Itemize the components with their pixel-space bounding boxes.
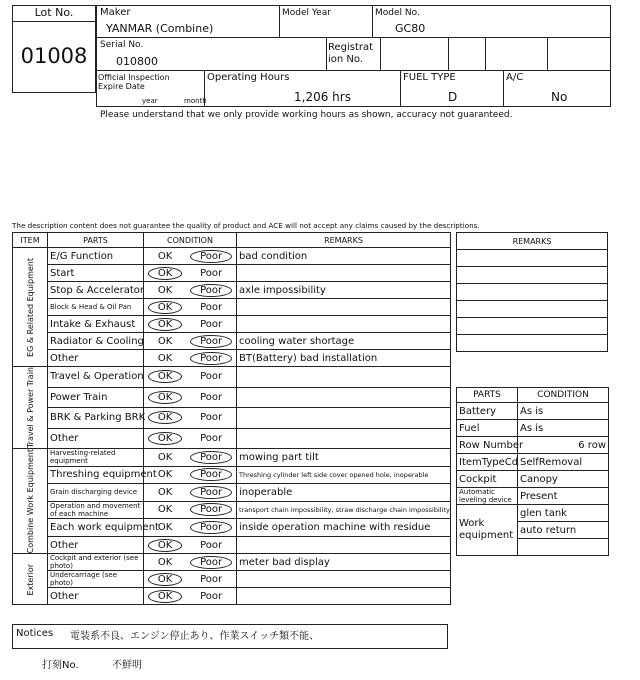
ok-option: OK bbox=[157, 504, 173, 516]
condition-cell bbox=[144, 484, 237, 502]
condition-cell bbox=[144, 536, 237, 554]
table-row bbox=[13, 265, 451, 282]
poor-option: Poor bbox=[190, 250, 232, 263]
table-row bbox=[13, 428, 451, 449]
side-row bbox=[457, 420, 609, 437]
side-row bbox=[457, 488, 609, 505]
condition-cell bbox=[144, 299, 237, 316]
table-row bbox=[13, 408, 451, 429]
description-notice: The description content does not guarantee the quality of product and ACE will not accept any claims caused by the descriptions. bbox=[12, 221, 480, 230]
item-group-label: EG & Related Equipment bbox=[13, 248, 48, 367]
condition-cell bbox=[144, 316, 237, 333]
condition-header: CONDITION bbox=[144, 233, 237, 248]
ok-option: OK bbox=[157, 451, 173, 463]
ok-option: OK bbox=[148, 590, 182, 603]
side-value: As is bbox=[518, 420, 609, 437]
condition-cell bbox=[144, 367, 237, 388]
auto-leveling-label: Automatic leveling device bbox=[457, 488, 518, 505]
condition-table bbox=[12, 232, 451, 605]
hours-label: Operating Hours bbox=[207, 72, 290, 83]
ok-option: OK bbox=[148, 432, 182, 445]
remark-cell: cooling water shortage bbox=[237, 333, 451, 350]
side-row bbox=[457, 505, 609, 522]
side-value: SelfRemoval bbox=[518, 454, 609, 471]
part-name: Other bbox=[48, 536, 144, 554]
table-row bbox=[13, 588, 451, 605]
side-part: ItemTypeCd bbox=[457, 454, 518, 471]
model-no-value: GC80 bbox=[395, 22, 426, 35]
table-row bbox=[13, 519, 451, 537]
table-row bbox=[13, 554, 451, 571]
condition-cell bbox=[144, 408, 237, 429]
side-part: Cockpit bbox=[457, 471, 518, 488]
table-row bbox=[13, 367, 451, 388]
remark-cell: BT(Battery) bad installation bbox=[237, 350, 451, 367]
condition-cell bbox=[144, 248, 237, 265]
condition-cell bbox=[144, 428, 237, 449]
remark-cell bbox=[237, 428, 451, 449]
lot-label: Lot No. bbox=[12, 5, 96, 22]
item-group-label: Exterior bbox=[13, 554, 48, 605]
remark-cell bbox=[237, 588, 451, 605]
item-group-label: Travel & Power Train bbox=[13, 367, 48, 449]
fuel-value: D bbox=[448, 90, 458, 104]
poor-option: Poor bbox=[200, 391, 223, 403]
table-row bbox=[13, 387, 451, 408]
poor-option: Poor bbox=[190, 556, 232, 569]
poor-option: Poor bbox=[200, 412, 223, 424]
ok-option: OK bbox=[157, 352, 173, 364]
ac-value: No bbox=[551, 90, 568, 104]
notices-label: Notices bbox=[16, 628, 54, 639]
hours-notice: Please understand that we only provide working hours as shown, accuracy not guaranteed. bbox=[100, 110, 513, 120]
side-value: Canopy bbox=[518, 471, 609, 488]
ok-option: OK bbox=[157, 250, 173, 262]
item-group-label: Combine Work Equipment bbox=[13, 449, 48, 554]
condition-cell bbox=[144, 387, 237, 408]
part-name: Operation and movement of each machine bbox=[48, 501, 144, 519]
ok-option: OK bbox=[148, 318, 182, 331]
part-name: Other bbox=[48, 350, 144, 367]
poor-option: Poor bbox=[190, 521, 232, 534]
ac-label: A/C bbox=[506, 72, 524, 83]
condition-cell bbox=[144, 282, 237, 299]
part-name: Undercarriage (see photo) bbox=[48, 571, 144, 588]
remark-cell: axle impossibility bbox=[237, 282, 451, 299]
side-row bbox=[457, 403, 609, 420]
poor-option: Poor bbox=[200, 318, 223, 330]
remark-cell: meter bad display bbox=[237, 554, 451, 571]
poor-option: Poor bbox=[200, 573, 223, 585]
registration-label: Registrat ion No. bbox=[328, 42, 374, 65]
ok-option: OK bbox=[157, 556, 173, 568]
ok-option: OK bbox=[157, 521, 173, 533]
table-row bbox=[13, 282, 451, 299]
stamp-value: 不鮮明 bbox=[112, 660, 142, 671]
table-row bbox=[13, 299, 451, 316]
poor-option: Poor bbox=[200, 267, 223, 279]
side-parts-header: PARTS bbox=[457, 388, 518, 403]
serial-value: 010800 bbox=[116, 55, 158, 68]
part-name: Block & Head & Oil Pan bbox=[48, 299, 144, 316]
ok-option: OK bbox=[157, 486, 173, 498]
model-no-label: Model No. bbox=[375, 8, 420, 18]
poor-option: Poor bbox=[200, 371, 223, 383]
poor-option: Poor bbox=[190, 284, 232, 297]
side-remarks-header: REMARKS bbox=[457, 233, 608, 250]
part-name: BRK & Parking BRK bbox=[48, 408, 144, 429]
side-value: As is bbox=[518, 403, 609, 420]
item-header: ITEM bbox=[13, 233, 48, 248]
remark-cell: transport chain impossibility, straw discharge chain impossibility bbox=[237, 501, 451, 519]
side-parts-table bbox=[456, 387, 609, 556]
ok-option: OK bbox=[148, 370, 182, 383]
lot-number: 01008 bbox=[20, 44, 88, 68]
work-equipment-value: auto return bbox=[518, 522, 609, 539]
remark-cell bbox=[237, 536, 451, 554]
part-name: Each work equipment bbox=[48, 519, 144, 537]
side-row bbox=[457, 454, 609, 471]
side-row bbox=[457, 471, 609, 488]
part-name: Other bbox=[48, 588, 144, 605]
part-name: Power Train bbox=[48, 387, 144, 408]
poor-option: Poor bbox=[200, 301, 223, 313]
poor-option: Poor bbox=[190, 352, 232, 365]
ok-option: OK bbox=[148, 301, 182, 314]
poor-option: Poor bbox=[190, 486, 232, 499]
month-label: month bbox=[184, 97, 207, 105]
poor-option: Poor bbox=[190, 503, 232, 516]
table-row bbox=[13, 248, 451, 265]
part-name: Cockpit and exterior (see photo) bbox=[48, 554, 144, 571]
part-name: Other bbox=[48, 428, 144, 449]
side-part: Fuel bbox=[457, 420, 518, 437]
model-year-label: Model Year bbox=[282, 8, 331, 18]
condition-cell bbox=[144, 466, 237, 484]
condition-cell bbox=[144, 265, 237, 282]
table-row bbox=[13, 501, 451, 519]
ok-option: OK bbox=[148, 539, 182, 552]
condition-cell bbox=[144, 449, 237, 467]
side-remarks-table bbox=[456, 232, 608, 352]
ok-option: OK bbox=[148, 411, 182, 424]
part-name: Start bbox=[48, 265, 144, 282]
serial-label: Serial No. bbox=[100, 40, 144, 50]
hours-value: 1,206 hrs bbox=[294, 90, 351, 104]
part-name: Travel & Operation bbox=[48, 367, 144, 388]
condition-cell bbox=[144, 501, 237, 519]
work-equipment-value: glen tank bbox=[518, 505, 609, 522]
auto-leveling-value: Present bbox=[518, 488, 609, 505]
remark-cell: Threshing cylinder left side cover opened hole, inoperable bbox=[237, 466, 451, 484]
remark-cell bbox=[237, 316, 451, 333]
work-equipment-value bbox=[518, 539, 609, 556]
table-row bbox=[13, 571, 451, 588]
part-name: Threshing equipment bbox=[48, 466, 144, 484]
fuel-label: FUEL TYPE bbox=[403, 72, 456, 83]
condition-cell bbox=[144, 554, 237, 571]
table-row bbox=[13, 449, 451, 467]
part-name: E/G Function bbox=[48, 248, 144, 265]
remark-cell: inoperable bbox=[237, 484, 451, 502]
ok-option: OK bbox=[157, 284, 173, 296]
condition-cell bbox=[144, 333, 237, 350]
side-part: Row Number bbox=[457, 437, 518, 454]
remark-cell bbox=[237, 367, 451, 388]
condition-cell bbox=[144, 519, 237, 537]
maker-value: YANMAR (Combine) bbox=[106, 22, 214, 35]
table-row bbox=[13, 316, 451, 333]
poor-option: Poor bbox=[200, 590, 223, 602]
parts-header: PARTS bbox=[48, 233, 144, 248]
poor-option: Poor bbox=[190, 335, 232, 348]
notices-text: 電装系不良、エンジン停止あり、作業スイッチ類不能、 bbox=[70, 631, 320, 642]
table-row bbox=[13, 333, 451, 350]
remark-cell bbox=[237, 265, 451, 282]
ok-option: OK bbox=[157, 469, 173, 481]
poor-option: Poor bbox=[200, 539, 223, 551]
remark-cell bbox=[237, 408, 451, 429]
side-row bbox=[457, 437, 609, 454]
poor-option: Poor bbox=[190, 468, 232, 481]
ok-option: OK bbox=[148, 391, 182, 404]
table-row bbox=[13, 536, 451, 554]
remark-cell: mowing part tilt bbox=[237, 449, 451, 467]
part-name: Intake & Exhaust bbox=[48, 316, 144, 333]
part-name: Radiator & Cooling bbox=[48, 333, 144, 350]
ok-option: OK bbox=[157, 335, 173, 347]
part-name: Stop & Accelerator bbox=[48, 282, 144, 299]
remark-cell bbox=[237, 571, 451, 588]
side-condition-header: CONDITION bbox=[518, 388, 609, 403]
condition-cell bbox=[144, 571, 237, 588]
year-label: year bbox=[142, 97, 158, 105]
table-row bbox=[13, 484, 451, 502]
stamp-label: 打刻No. bbox=[42, 660, 79, 671]
table-row bbox=[13, 466, 451, 484]
part-name: Grain discharging device bbox=[48, 484, 144, 502]
maker-label: Maker bbox=[100, 7, 131, 18]
side-value: 6 row bbox=[518, 437, 609, 454]
part-name: Harvesting-related equipment bbox=[48, 449, 144, 467]
remark-cell: bad condition bbox=[237, 248, 451, 265]
poor-option: Poor bbox=[200, 432, 223, 444]
condition-cell bbox=[144, 588, 237, 605]
ok-option: OK bbox=[148, 573, 182, 586]
ok-option: OK bbox=[148, 267, 182, 280]
work-equipment-label: Work equipment bbox=[457, 505, 518, 556]
condition-cell bbox=[144, 350, 237, 367]
table-row bbox=[13, 350, 451, 367]
remark-cell: inside operation machine with residue bbox=[237, 519, 451, 537]
remark-cell bbox=[237, 387, 451, 408]
remarks-header: REMARKS bbox=[237, 233, 451, 248]
poor-option: Poor bbox=[190, 451, 232, 464]
remark-cell bbox=[237, 299, 451, 316]
side-part: Battery bbox=[457, 403, 518, 420]
inspection-label: Official Inspection Expire Date bbox=[98, 73, 170, 91]
